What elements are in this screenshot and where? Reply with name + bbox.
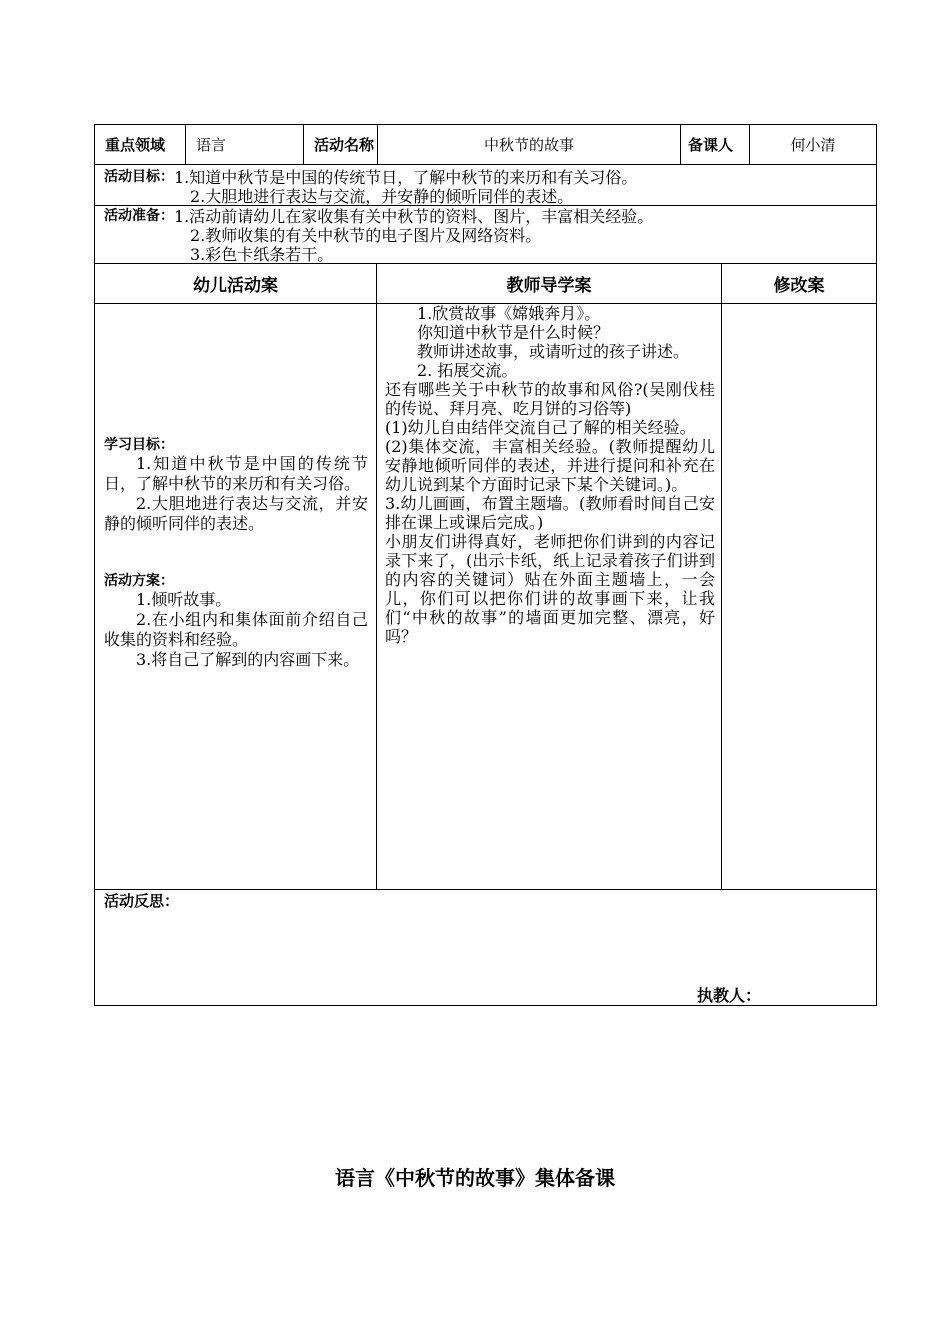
learning-goal-item: 1.知道中秋节是中国的传统节日，了解中秋节的来历和有关习俗。 <box>104 454 368 493</box>
preparation-line: 3.彩色卡纸条若干。 <box>190 245 334 264</box>
plan-item: 1.倾听故事。 <box>136 590 232 609</box>
preparer-label: 备课人 <box>688 135 734 154</box>
col-divider <box>721 263 722 890</box>
reflection-label: 活动反思： <box>104 892 180 910</box>
column-header-child: 幼儿活动案 <box>193 276 278 296</box>
col-divider <box>376 263 377 890</box>
plan-label: 活动方案： <box>104 573 174 589</box>
child-plan <box>104 436 368 670</box>
row-divider <box>94 889 877 890</box>
table-border-left <box>94 124 95 1006</box>
plan-item: 2.在小组内和集体面前介绍自己收集的资料和经验。 <box>104 610 368 649</box>
table-border-bottom <box>94 1005 877 1006</box>
activity-name-value: 中秋节的故事 <box>483 135 574 154</box>
teacher-plan-paragraph: 教师讲述故事，或请听过的孩子讲述。 <box>417 342 690 361</box>
preparation-line: 1.活动前请幼儿在家收集有关中秋节的资料、图片，丰富相关经验。 <box>174 207 654 226</box>
activity-name-label: 活动名称 <box>314 135 375 154</box>
goal-line: 2.大胆地进行表达与交流，并安静的倾听同伴的表述。 <box>190 187 574 206</box>
row-divider <box>94 164 877 165</box>
field-value: 语言 <box>196 135 227 154</box>
column-header-revision: 修改案 <box>773 276 825 296</box>
preparation-label: 活动准备： <box>104 208 174 224</box>
teacher-plan-paragraph: 你知道中秋节是什么时候？ <box>417 323 610 342</box>
teacher-plan-paragraph: 3.幼儿画画，布置主题墙。(教师看时间自己安排在课上或课后完成。) <box>385 494 715 532</box>
teacher-plan-paragraph: 还有哪些关于中秋节的故事和风俗?(吴刚伐桂的传说、拜月亮、吃月饼的习俗等) <box>385 380 715 418</box>
preparation-section <box>104 207 874 264</box>
learning-goal-label: 学习目标： <box>104 437 174 453</box>
goals-section <box>104 168 874 206</box>
teacher-plan <box>385 304 715 646</box>
goals-label: 活动目标： <box>104 169 174 185</box>
table-border-right <box>876 124 877 1006</box>
teacher-signature-label: 执教人： <box>697 986 762 1005</box>
document-title: 语言《中秋节的故事》集体备课 <box>335 1166 615 1190</box>
goal-line: 1.知道中秋节是中国的传统节日，了解中秋节的来历和有关习俗。 <box>174 168 638 187</box>
teacher-plan-paragraph: (1)幼儿自由结伴交流自己了解的相关经验。 <box>385 418 696 437</box>
teacher-plan-paragraph: 2. 拓展交流。 <box>417 361 518 380</box>
plan-item: 3.将自己了解到的内容画下来。 <box>136 650 360 669</box>
learning-goal-item: 2.大胆地进行表达与交流，并安静的倾听同伴的表述。 <box>104 494 368 533</box>
field-label: 重点领域 <box>105 135 166 154</box>
teacher-plan-paragraph: 1.欣赏故事《嫦娥奔月》。 <box>417 304 601 323</box>
teacher-plan-paragraph: (2)集体交流，丰富相关经验。(教师提醒幼儿安静地倾听同伴的表述，并进行提问和补充在幼儿说到某个方面时记录下某个关键词。)。 <box>385 437 715 494</box>
preparation-line: 2.教师收集的有关中秋节的电子图片及网络资料。 <box>190 226 542 245</box>
preparer-value: 何小清 <box>790 135 836 154</box>
column-header-teacher: 教师导学案 <box>506 276 592 296</box>
teacher-plan-paragraph: 小朋友们讲得真好，老师把你们讲到的内容记录下来了，(出示卡纸，纸上记录着孩子们讲到的内容的关键词）贴在外面主题墙上，一会儿，你们可以把你们讲的故事画下来，让我们“中秋的故事”的墙面更加完整、漂亮，好吗？ <box>385 532 715 646</box>
